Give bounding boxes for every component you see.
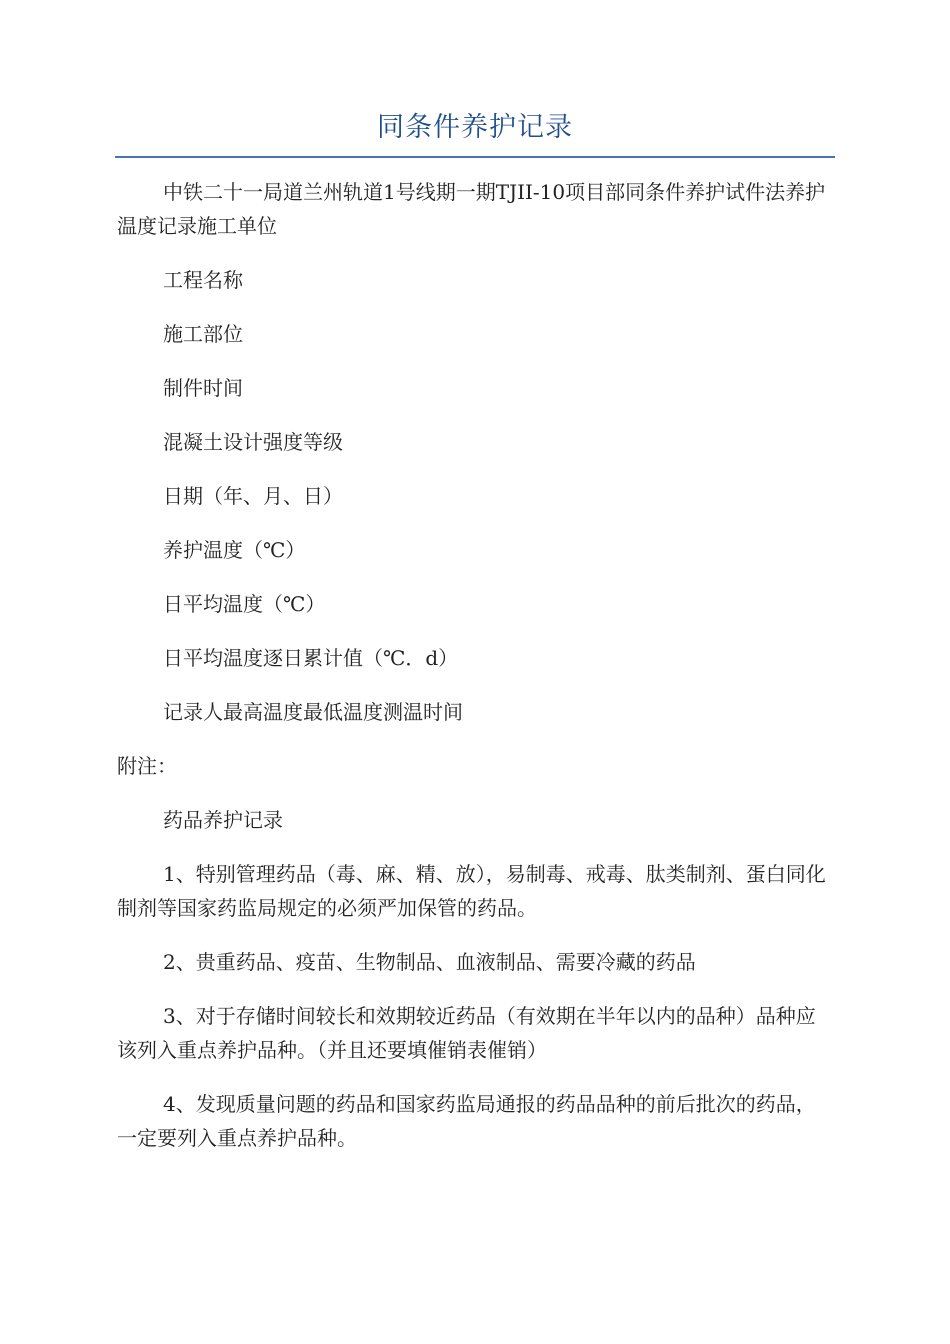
notes-label: 附注： [117, 754, 177, 778]
list-item-3: 3、对于存储时间较长和效期较近药品（有效期在半年以内的品种）品种应该列入重点养护品种。（并且还要填催销表催销） [117, 1004, 816, 1062]
field-project-name: 工程名称 [163, 268, 243, 292]
field-construction-part: 施工部位 [163, 322, 243, 346]
list-item-1: 1、特别管理药品（毒、麻、精、放），易制毒、戒毒、肽类制剂、蛋白同化制剂等国家药监局规定的必须严加保管的药品。 [117, 862, 826, 920]
document-body [117, 175, 831, 1175]
page-title: 同条件养护记录 [377, 112, 573, 143]
field-curing-temperature: 养护温度（℃） [163, 538, 306, 562]
field-concrete-grade: 混凝土设计强度等级 [163, 430, 343, 454]
title-block [115, 108, 835, 158]
list-item-4: 4、发现质量问题的药品和国家药监局通报的药品品种的前后批次的药品，一定要列入重点养护品种。 [117, 1092, 816, 1150]
section-heading-drug-care: 药品养护记录 [163, 808, 283, 832]
intro-paragraph: 中铁二十一局道兰州轨道1号线期一期TJII-10项目部同条件养护试件法养护温度记录施工单位 [117, 180, 826, 238]
list-item-2: 2、贵重药品、疫苗、生物制品、血液制品、需要冷藏的药品 [163, 950, 696, 974]
field-production-time: 制件时间 [163, 376, 243, 400]
field-date: 日期（年、月、日） [163, 484, 343, 508]
field-cumulative-temperature: 日平均温度逐日累计值（℃．d） [163, 646, 459, 670]
field-recorder-temperatures: 记录人最高温度最低温度测温时间 [163, 700, 463, 724]
field-daily-average-temperature: 日平均温度（℃） [163, 592, 326, 616]
